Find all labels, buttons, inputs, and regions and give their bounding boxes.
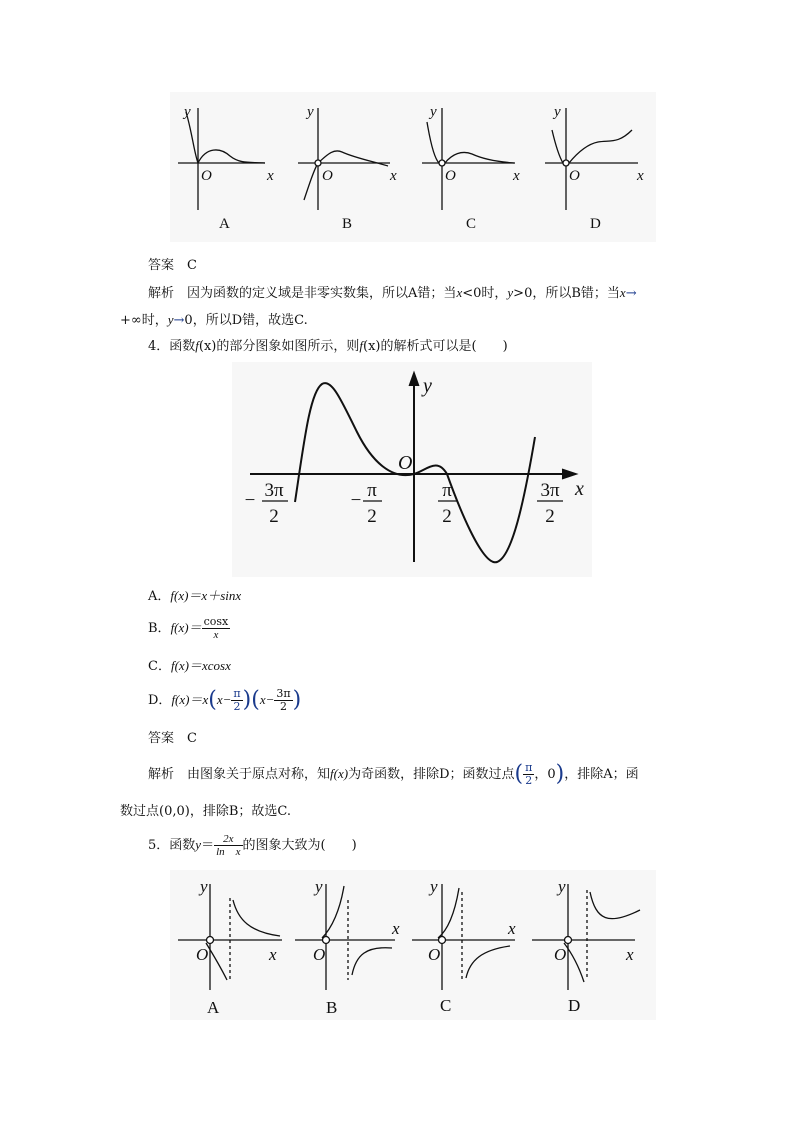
option-body: f(x)＝ xyxy=(170,620,202,635)
frac-den: 2 xyxy=(525,774,533,787)
option-prefix: D． xyxy=(148,693,172,708)
analysis-text: +∞时， xyxy=(120,313,168,328)
analysis-text: C. xyxy=(277,804,292,819)
q3-option-b-label: B xyxy=(342,216,353,232)
analysis-text: D错，故选 xyxy=(231,313,295,328)
tick-neg3pi-den: 2 xyxy=(269,506,279,527)
q3-option-d-label: D xyxy=(590,216,601,232)
option-prefix: A． xyxy=(148,589,171,604)
analysis-text: 由图象关于原点对称，知 xyxy=(187,767,331,782)
q5-option-a-label: A xyxy=(207,998,220,1017)
svg-text:x: x xyxy=(575,478,584,500)
left-paren: ( xyxy=(514,761,524,787)
svg-text:O: O xyxy=(554,945,567,964)
right-paren: ) xyxy=(292,687,302,713)
frac-num: 2x xyxy=(214,833,242,846)
analysis-text: <0时， xyxy=(462,286,508,301)
svg-text:y: y xyxy=(430,877,438,896)
svg-text:O: O xyxy=(201,168,212,184)
frac-den: ln x xyxy=(216,846,241,858)
analysis-text: 为奇函数，排除 xyxy=(348,767,440,782)
svg-text:y: y xyxy=(307,104,314,120)
analysis-text: >0，所以 xyxy=(513,286,572,301)
answer-label: 答案 xyxy=(148,731,175,746)
var-x: x xyxy=(456,285,463,300)
q5-stem xyxy=(148,833,357,865)
tick-neg3pi-num: 3π xyxy=(264,480,284,501)
fraction xyxy=(523,762,534,787)
func-f: f xyxy=(195,338,199,353)
frac-den: 2 xyxy=(233,700,241,713)
func-fx: f(x) xyxy=(330,766,349,781)
q3-answer xyxy=(148,257,197,275)
analysis-text: C. xyxy=(294,313,308,328)
frac-den: 2 xyxy=(279,700,287,713)
analysis-text: B；故选 xyxy=(228,804,278,819)
q3-option-c-label: C xyxy=(466,216,477,232)
stem-text: 的解析式可以是( ) xyxy=(380,339,508,354)
q4-stem xyxy=(148,337,508,356)
q5-option-c-label: C xyxy=(440,996,452,1015)
var-y: y xyxy=(167,312,174,327)
question-number: 5．函数 xyxy=(148,838,196,853)
tick-3pi-num: 3π xyxy=(540,480,560,501)
func-f: f xyxy=(359,338,364,353)
svg-text:O: O xyxy=(322,168,333,184)
option-body: f(x)＝x＋sinx xyxy=(170,588,242,603)
equals: ＝ xyxy=(201,838,215,853)
q4-graph xyxy=(232,362,592,577)
right-paren: ) xyxy=(242,687,252,713)
stem-text: 的图象大致为( ) xyxy=(242,838,357,853)
option-body: f(x)＝xcosx xyxy=(170,658,231,673)
svg-text:x: x xyxy=(267,168,274,184)
term: x− xyxy=(259,692,275,707)
analysis-text: 0，所以 xyxy=(184,313,232,328)
point-tail: ，0 xyxy=(534,767,556,782)
svg-text:y: y xyxy=(558,877,566,896)
frac-num: cosx xyxy=(203,615,229,628)
question-number: 4．函数 xyxy=(148,339,196,354)
analysis-text: 数过点(0,0)，排除 xyxy=(120,804,229,819)
svg-text:x: x xyxy=(626,945,634,964)
svg-text:O: O xyxy=(313,945,326,964)
analysis-text: A；函 xyxy=(603,767,639,782)
answer-label: 答案 xyxy=(148,258,175,273)
analysis-text: 因为函数的定义域是非零实数集，所以 xyxy=(187,286,409,301)
option-prefix: B． xyxy=(148,621,171,636)
arrow-icon: → xyxy=(173,313,185,328)
q4-option-d xyxy=(148,688,301,720)
stem-text: 的部分图象如图所示，则 xyxy=(216,339,360,354)
q4-analysis-line2 xyxy=(120,803,291,821)
tick-negpi-num: π xyxy=(367,480,377,501)
analysis-text: ，排除 xyxy=(564,767,604,782)
fraction xyxy=(274,688,292,713)
q5-graphs xyxy=(170,870,656,1020)
svg-text:O: O xyxy=(445,168,456,184)
svg-text:y: y xyxy=(315,877,323,896)
svg-text:x: x xyxy=(392,919,400,938)
tick-pi-den: 2 xyxy=(442,506,452,527)
q5-option-b-label: B xyxy=(326,998,338,1017)
frac-num: π xyxy=(233,687,241,700)
var-x: x xyxy=(619,285,626,300)
q4-analysis-line1 xyxy=(148,762,639,796)
left-paren: ( xyxy=(251,687,260,713)
q4-option-a xyxy=(148,587,241,606)
svg-text:y: y xyxy=(554,104,561,120)
svg-text:O: O xyxy=(398,452,413,474)
analysis-text: D；函数过点 xyxy=(439,767,515,782)
svg-text:y: y xyxy=(184,104,191,120)
analysis-text: A错；当 xyxy=(408,286,457,301)
q3-option-a-label: A xyxy=(219,216,230,232)
q3-analysis-line1 xyxy=(148,284,637,303)
option-body: f(x)＝x xyxy=(171,692,209,707)
svg-text:y: y xyxy=(200,877,208,896)
answer-value: C xyxy=(187,731,197,746)
svg-text:x: x xyxy=(390,168,397,184)
analysis-text: B错；当 xyxy=(571,286,620,301)
q4-answer xyxy=(148,730,197,748)
analysis-label: 解析 xyxy=(148,286,175,301)
fraction xyxy=(202,616,231,641)
term: x− xyxy=(216,692,232,707)
tick-pi-num: π xyxy=(442,480,452,501)
func-arg: (x) xyxy=(363,339,381,354)
frac-num: π xyxy=(525,761,533,774)
frac-num: 3π xyxy=(276,687,291,700)
fraction xyxy=(231,688,242,713)
analysis-label: 解析 xyxy=(148,767,175,782)
left-paren: ( xyxy=(208,687,217,713)
arrow-icon: → xyxy=(625,286,637,301)
svg-text:y: y xyxy=(430,104,437,120)
q5-option-d-label: D xyxy=(568,996,581,1015)
tick-negpi-den: 2 xyxy=(367,506,377,527)
tick-negpi-sign: − xyxy=(350,490,362,511)
func-arg: (x) xyxy=(198,339,217,354)
svg-text:O: O xyxy=(196,945,209,964)
right-paren: ) xyxy=(555,761,565,787)
answer-value: C xyxy=(187,258,197,273)
tick-neg3pi-sign: − xyxy=(244,490,256,511)
var-y: y xyxy=(195,837,202,852)
svg-text:x: x xyxy=(637,168,644,184)
fraction xyxy=(214,833,242,858)
svg-text:O: O xyxy=(569,168,580,184)
svg-text:x: x xyxy=(269,945,277,964)
frac-den: x xyxy=(213,629,219,641)
svg-text:y: y xyxy=(423,375,432,397)
svg-text:O: O xyxy=(428,945,441,964)
q3-analysis-line2 xyxy=(120,311,308,330)
tick-3pi-den: 2 xyxy=(545,506,555,527)
var-y: y xyxy=(507,285,514,300)
q4-option-c xyxy=(148,657,231,676)
q4-option-b xyxy=(148,616,230,648)
q3-graphs xyxy=(170,92,656,242)
svg-text:x: x xyxy=(513,168,520,184)
option-prefix: C． xyxy=(148,659,171,674)
svg-text:x: x xyxy=(508,919,516,938)
